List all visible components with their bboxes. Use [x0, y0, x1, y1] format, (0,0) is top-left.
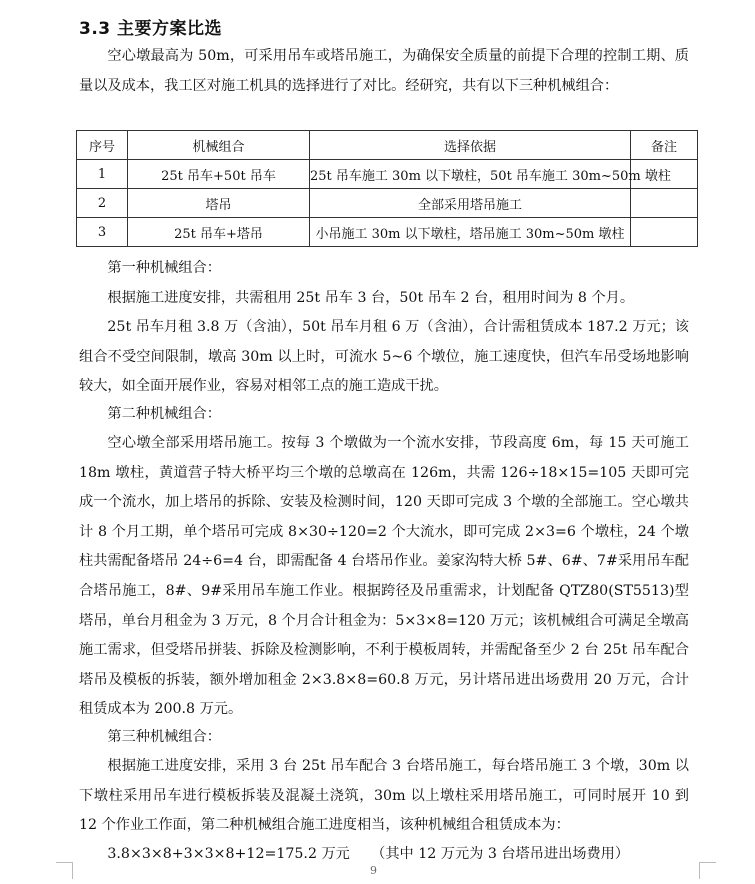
section-heading: 3.3 主要方案比选	[79, 19, 223, 39]
page-number: 9	[370, 864, 377, 877]
cell-remarks	[631, 189, 698, 218]
cell-index: 1	[77, 160, 128, 189]
table-row	[77, 160, 698, 189]
intro-paragraph: 空心墩最高为 50m，可采用吊车或塔吊施工，为确保安全质量的前提下合理的控制工期、质量以及成本，我工区对施工机具的选择进行了对比。经研究，共有以下三种机械组合：	[79, 48, 689, 94]
cell-remarks	[631, 218, 698, 247]
table-header-row	[77, 131, 698, 160]
header-index: 序号	[77, 131, 128, 160]
cell-combination: 25t 吊车+50t 吊车	[128, 160, 310, 189]
option3-title: 第三种机械组合：	[107, 729, 221, 745]
table-row	[77, 218, 698, 247]
page-corner-mark-left	[56, 862, 73, 879]
cell-basis: 全部采用塔吊施工	[310, 189, 631, 218]
option3-paragraph: 根据施工进度安排，采用 3 台 25t 吊车配合 3 台塔吊施工，每台塔吊施工 3 个墩，30m 以下墩柱采用吊车进行模板拆装及混凝土浇筑，30m 以上墩柱采用塔吊施工，可同时展开 10 到 12 个作业工作面，第二种机械组合施工进度相当，该种机械组合租赁成本为：	[79, 758, 689, 834]
option1-paragraph-1: 根据施工进度安排，共需租用 25t 吊车 3 台，50t 吊车 2 台，租用时间为 8 个月。	[107, 290, 635, 306]
header-combination: 机械组合	[128, 131, 310, 160]
option2-paragraph: 空心墩全部采用塔吊施工。按每 3 个墩做为一个流水安排，节段高度 6m，每 15 天可施工 18m 墩柱，黄道营子特大桥平均三个墩的总墩高在 126m，共需 126÷18×15=105 天即可完成一个流水，加上塔吊的拆除、安装及检测时间，120 天即可完成 3 个墩的全部施工。空心墩共计 8 个月工期，单个塔吊可完成 8×30÷120=2 个大流水，即可完成 2×3=6 个墩柱，24 个墩柱共需配备塔吊 24÷6=4 台，即需配备 4 台塔吊作业。姜家沟特大桥 5#、6#、7#采用吊车配合塔吊施工，8#、9#采用吊车施工作业。根据跨径及吊重需求，计划配备 QTZ80(ST5513)型塔吊，单台月租金为 3 万元，8 个月合计租金为：5×3×8=120 万元；该机械组合可满足全墩高施工需求，但受塔吊拼装、拆除及检测影响，不利于模板周转，并需配备至少 2 台 25t 吊车配合塔吊及模板的拆装，额外增加租金 2×3.8×8=60.8 万元，另计塔吊进出场费用 20 万元，合计租赁成本为 200.8 万元。	[79, 435, 689, 718]
cell-combination: 25t 吊车+塔吊	[128, 218, 310, 247]
cell-basis: 25t 吊车施工 30m 以下墩柱，50t 吊车施工 30m~50m 墩柱	[310, 160, 631, 189]
cell-index: 3	[77, 218, 128, 247]
header-basis: 选择依据	[310, 131, 631, 160]
option1-paragraph-2: 25t 吊车月租 3.8 万（含油），50t 吊车月租 6 万（含油），合计需租赁成本 187.2 万元；该组合不受空间限制，墩高 30m 以上时，可流水 5~6 个墩位，施工速度快，但汽车吊受场地影响较大，如全面开展作业，容易对相邻工点的施工造成干扰。	[79, 319, 689, 395]
cell-basis: 小吊施工 30m 以下墩柱，塔吊施工 30m~50m 墩柱	[310, 218, 631, 247]
machinery-comparison-table	[76, 130, 698, 247]
header-remarks: 备注	[631, 131, 698, 160]
table-row	[77, 189, 698, 218]
cell-combination: 塔吊	[128, 189, 310, 218]
option3-formula: 3.8×3×8+3×3×8+12=175.2 万元 （其中 12 万元为 3 台塔吊进出场费用）	[107, 846, 630, 862]
option1-title: 第一种机械组合：	[107, 260, 221, 276]
cell-index: 2	[77, 189, 128, 218]
page-corner-mark-right	[699, 862, 716, 879]
option2-title: 第二种机械组合：	[107, 406, 221, 422]
